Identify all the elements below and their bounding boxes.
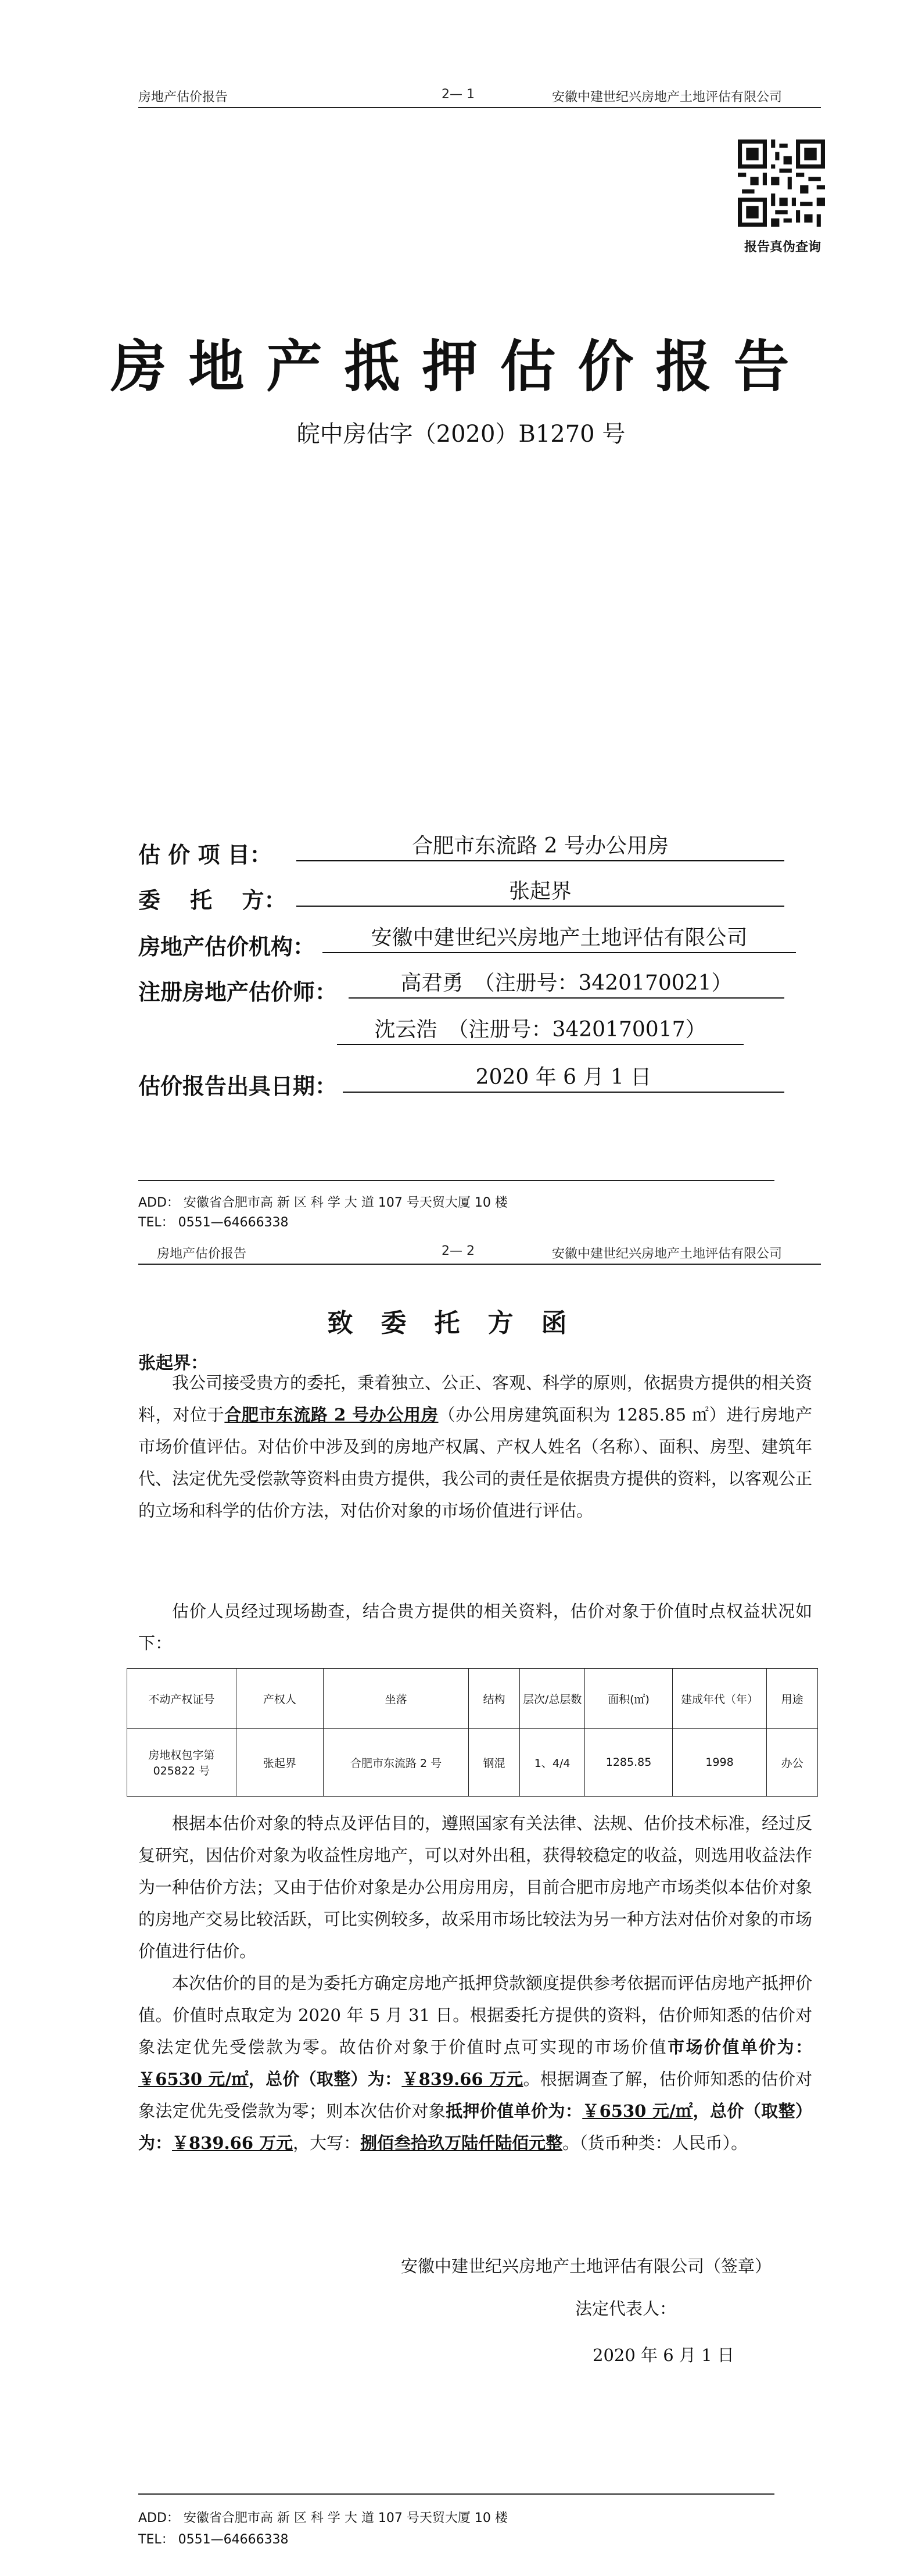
agency-value: 安徽中建世纪兴房地产土地评估有限公司 [322, 924, 796, 953]
appraiser-2-value: 沈云浩 （注册号：3420170017） [337, 1016, 744, 1045]
page2-header-page: 2— 2 [442, 1244, 475, 1258]
cell-use: 办公 [767, 1729, 818, 1797]
col-structure: 结构 [469, 1669, 520, 1729]
signature-date: 2020 年 6 月 1 日 [593, 2345, 734, 2365]
page1-footer-rule [138, 1180, 774, 1181]
field-client [138, 882, 286, 915]
client-label: 委 托 方： [138, 887, 286, 913]
total-in-words: 捌佰叁拾玖万陆仟陆佰元整 [360, 2133, 563, 2153]
appraiser-1-value: 高君勇 （注册号：3420170021） [349, 969, 784, 999]
col-use: 用途 [767, 1669, 818, 1729]
cell-floor: 1、4/4 [519, 1729, 585, 1797]
signature-representative: 法定代表人： [575, 2299, 677, 2319]
page1-header-page: 2— 1 [442, 87, 475, 102]
qr-caption: 报告真伪查询 [744, 240, 821, 255]
col-cert-no: 不动产权证号 [127, 1669, 236, 1729]
appraiser-label: 注册房地产估价师： [138, 979, 338, 1005]
page2-footer-rule [138, 2493, 774, 2495]
col-location: 坐落 [323, 1669, 468, 1729]
paragraph-2: 估价人员经过现场勘查，结合贵方提供的相关资料，估价对象于价值时点权益状况如下： [138, 1601, 812, 1653]
market-total-price: ￥839.66 万元 [401, 2069, 523, 2089]
date-label: 估价报告出具日期： [138, 1073, 338, 1099]
market-unit-price: ￥6530 元/㎡ [138, 2069, 249, 2089]
table-row [127, 1729, 818, 1797]
cell-year: 1998 [672, 1729, 767, 1797]
page2-header-rule [138, 1264, 821, 1265]
page2-footer-tel: TEL： 0551—64666338 [138, 2532, 289, 2547]
page2-footer-address: ADD： 安徽省合肥市高 新 区 科 学 大 道 107 号天贸大厦 10 楼 [138, 2511, 508, 2525]
page1-header-rule [138, 107, 821, 108]
paragraph-3: 根据本估价对象的特点及评估目的，遵照国家有关法律、法规、估价技术标准，经过反复研究，因估价对象为收益性房地产，可以对外出租，获得较稳定的收益，则选用收益法作为一种估价方法；又由于估价对象是办公用房用房，目前合肥市房地产市场类似本估价对象的房地产交易比较活跃，可比实例较多，故采用市场比较法为另一种方法对估价对象的市场价值进行估价。 [138, 1813, 813, 1961]
letter-title: 致委托方函 [327, 1308, 595, 1338]
page2-header-right: 安徽中建世纪兴房地产土地评估有限公司 [552, 1247, 783, 1261]
qr-code-icon[interactable] [738, 139, 825, 227]
page1-footer-address: ADD： 安徽省合肥市高 新 区 科 学 大 道 107 号天贸大厦 10 楼 [138, 1196, 508, 1210]
field-agency [138, 929, 315, 961]
col-year: 建成年代（年） [672, 1669, 767, 1729]
col-owner: 产权人 [236, 1669, 323, 1729]
client-value: 张起界 [296, 878, 784, 907]
cell-structure: 钢混 [469, 1729, 520, 1797]
field-project [138, 837, 272, 870]
cell-area: 1285.85 [585, 1729, 672, 1797]
page1-header-left: 房地产估价报告 [138, 90, 228, 105]
report-title: 房地产抵押估价报告 [110, 334, 812, 399]
agency-label: 房地产估价机构： [138, 933, 315, 960]
paragraph-4: 本次估价的目的是为委托方确定房地产抵押贷款额度提供参考依据而评估房地产抵押价值。价值时点取定为 2020 年 5 月 31 日。根据委托方提供的资料，估价师知悉的估价对象法定优先受偿款为零。故估价对象于价值时点可实现的市场价值市场价值单价为：￥6530 元/㎡，总价（取整）为：￥839.66 万元。根据调查了解，估价师知悉的估价对象法定优先受偿款为零；则本次估价对象抵押价值单价为：￥6530 元/㎡，总价（取整）为：￥839.66 万元，大写：捌佰叁拾玖万陆仟陆佰元整。（货币种类：人民币）。 [138, 1973, 813, 2153]
page1-footer-tel: TEL： 0551—64666338 [138, 1215, 289, 1230]
cell-cert-no: 房地权包字第 025822 号 [127, 1729, 236, 1797]
field-appraiser [138, 974, 337, 1007]
cell-location: 合肥市东流路 2 号 [323, 1729, 468, 1797]
col-floor: 层次/总层数 [519, 1669, 585, 1729]
date-value: 2020 年 6 月 1 日 [343, 1064, 784, 1093]
salutation: 张起界： [138, 1353, 208, 1373]
mortgage-total-price: ￥839.66 万元 [172, 2133, 293, 2153]
project-label: 估 价 项 目： [138, 842, 272, 868]
property-table [127, 1668, 818, 1797]
mortgage-unit-price: ￥6530 元/㎡ [582, 2101, 693, 2121]
property-address: 合肥市东流路 2 号办公用房 [224, 1405, 439, 1425]
project-value: 合肥市东流路 2 号办公用房 [296, 832, 784, 861]
paragraph-1: 我公司接受贵方的委托，秉着独立、公正、客观、科学的原则，依据贵方提供的相关资料，对位于合肥市东流路 2 号办公用房（办公用房建筑面积为 1285.85 ㎡）进行房地产市场价值评估。对估价中涉及到的房地产权属、产权人姓名（名称）、面积、房型、建筑年代、法定优先受偿款等资料由贵方提供，我公司的责任是依据贵方提供的资料，以客观公正的立场和科学的估价方法，对估价对象的市场价值进行评估。 [138, 1373, 813, 1520]
field-date [138, 1068, 337, 1101]
report-number: 皖中房估字（2020）B1270 号 [296, 421, 626, 448]
col-area: 面积(㎡) [585, 1669, 672, 1729]
page1-header-right: 安徽中建世纪兴房地产土地评估有限公司 [552, 90, 783, 105]
page2-header-left: 房地产估价报告 [157, 1247, 247, 1261]
signature-company: 安徽中建世纪兴房地产土地评估有限公司（签章） [401, 2256, 772, 2276]
cell-owner: 张起界 [236, 1729, 323, 1797]
